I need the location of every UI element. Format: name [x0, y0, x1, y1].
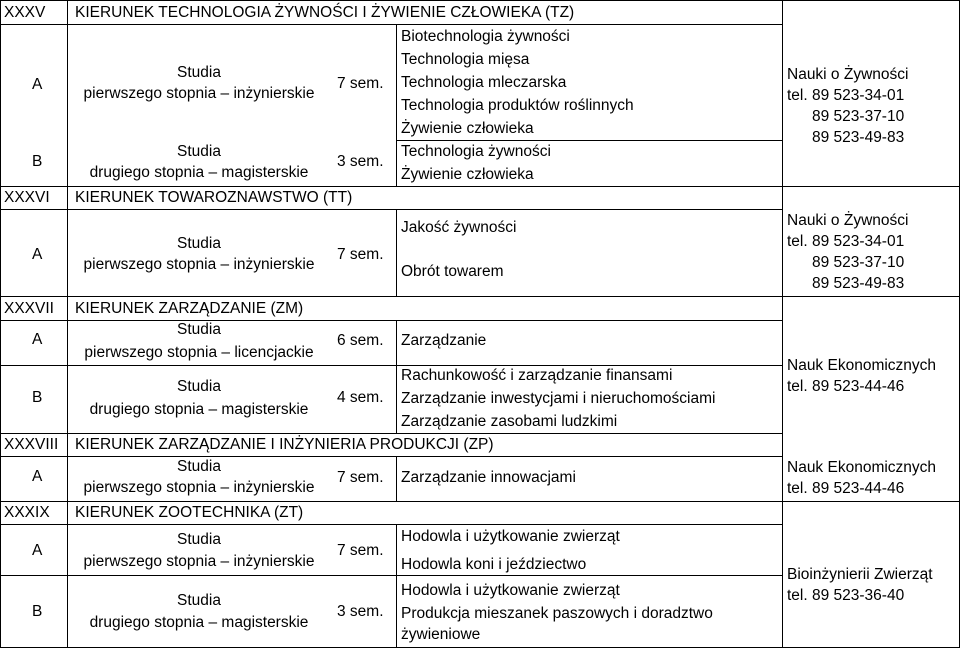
specialization: Technologia mięsa	[401, 51, 530, 68]
contact-phone: 89 523-49-83	[812, 275, 905, 292]
contact-phone: tel. 89 523-44-46	[787, 480, 905, 497]
contact-phone: tel. 89 523-44-46	[787, 378, 905, 395]
contact-phone: 89 523-37-10	[812, 108, 905, 125]
study-level: drugiego stopnia – magisterskie	[89, 614, 309, 631]
specialization: Zarządzanie zasobami ludzkimi	[401, 413, 618, 430]
specialization: Rachunkowość i zarządzanie finansami	[401, 367, 673, 384]
section-title: KIERUNEK ZARZĄDZANIE (ZM)	[75, 300, 304, 317]
contact-unit: Nauki o Żywności	[787, 66, 909, 83]
study-label: Studia	[177, 235, 221, 252]
contact-phone: 89 523-37-10	[812, 254, 905, 271]
row-letter: A	[32, 246, 43, 263]
contact-phone: 89 523-49-83	[812, 129, 905, 146]
study-label: Studia	[177, 143, 221, 160]
specialization: Jakość żywności	[401, 219, 517, 236]
row-letter: B	[32, 389, 43, 406]
study-level: pierwszego stopnia – inżynierskie	[83, 479, 315, 496]
specialization: Technologia mleczarska	[401, 74, 567, 91]
semesters: 4 sem.	[337, 389, 384, 406]
semesters: 3 sem.	[337, 603, 384, 620]
section-title: KIERUNEK TOWAROZNAWSTWO (TT)	[75, 189, 353, 206]
row-letter: A	[32, 76, 43, 93]
contact-unit: Nauki o Żywności	[787, 212, 909, 229]
row-letter: B	[32, 153, 43, 170]
specialization: żywieniowe	[401, 626, 481, 643]
semesters: 7 sem.	[337, 542, 384, 559]
study-label: Studia	[177, 321, 221, 338]
section-title: KIERUNEK ZOOTECHNIKA (ZT)	[75, 504, 304, 521]
row-letter: A	[32, 542, 43, 559]
contact-unit: Bioinżynierii Zwierząt	[787, 566, 933, 583]
section-number: XXXVII	[4, 300, 54, 317]
specialization: Żywienie człowieka	[401, 120, 534, 137]
study-label: Studia	[177, 458, 221, 475]
contact-phone: tel. 89 523-34-01	[787, 233, 905, 250]
specialization: Hodowla i użytkowanie zwierząt	[401, 528, 620, 545]
section-number: XXXVIII	[4, 436, 59, 453]
study-label: Studia	[177, 378, 221, 395]
specialization: Zarządzanie innowacjami	[401, 469, 576, 486]
section-number: XXXV	[4, 4, 46, 21]
study-label: Studia	[177, 592, 221, 609]
study-level: drugiego stopnia – magisterskie	[89, 401, 309, 418]
semesters: 7 sem.	[337, 246, 384, 263]
semesters: 7 sem.	[337, 75, 384, 92]
semesters: 6 sem.	[337, 332, 384, 349]
section-title: KIERUNEK TECHNOLOGIA ŻYWNOŚCI I ŻYWIENIE CZŁOWIEKA (TZ)	[75, 4, 575, 21]
specialization: Produkcja mieszanek paszowych i doradztwo	[401, 605, 713, 622]
study-level: drugiego stopnia – magisterskie	[89, 164, 309, 181]
specialization: Technologia produktów roślinnych	[401, 97, 634, 114]
row-letter: B	[32, 603, 43, 620]
study-level: pierwszego stopnia – inżynierskie	[83, 553, 315, 570]
section-number: XXXVI	[4, 189, 50, 206]
study-level: pierwszego stopnia – inżynierskie	[83, 256, 315, 273]
specialization: Biotechnologia żywności	[401, 28, 570, 45]
specialization: Obrót towarem	[401, 263, 504, 280]
contact-unit: Nauk Ekonomicznych	[787, 357, 937, 374]
study-label: Studia	[177, 531, 221, 548]
section-title: KIERUNEK ZARZĄDZANIE I INŻYNIERIA PRODUKCJI (ZP)	[75, 436, 494, 453]
semesters: 7 sem.	[337, 469, 384, 486]
row-letter: A	[32, 331, 43, 348]
contact-phone: tel. 89 523-36-40	[787, 587, 905, 604]
contact-phone: tel. 89 523-34-01	[787, 87, 905, 104]
specialization: Hodowla koni i jeździectwo	[401, 556, 587, 573]
study-level: pierwszego stopnia – inżynierskie	[83, 85, 315, 102]
specialization: Zarządzanie	[401, 332, 487, 349]
specialization: Zarządzanie inwestycjami i nieruchomościami	[401, 390, 716, 407]
specialization: Technologia żywności	[401, 143, 551, 160]
section-number: XXXIX	[4, 504, 50, 521]
specialization: Żywienie człowieka	[401, 166, 534, 183]
study-label: Studia	[177, 64, 221, 81]
contact-unit: Nauk Ekonomicznych	[787, 459, 937, 476]
row-letter: A	[32, 468, 43, 485]
semesters: 3 sem.	[337, 153, 384, 170]
study-level: pierwszego stopnia – licencjackie	[84, 344, 314, 361]
specialization: Hodowla i użytkowanie zwierząt	[401, 582, 620, 599]
